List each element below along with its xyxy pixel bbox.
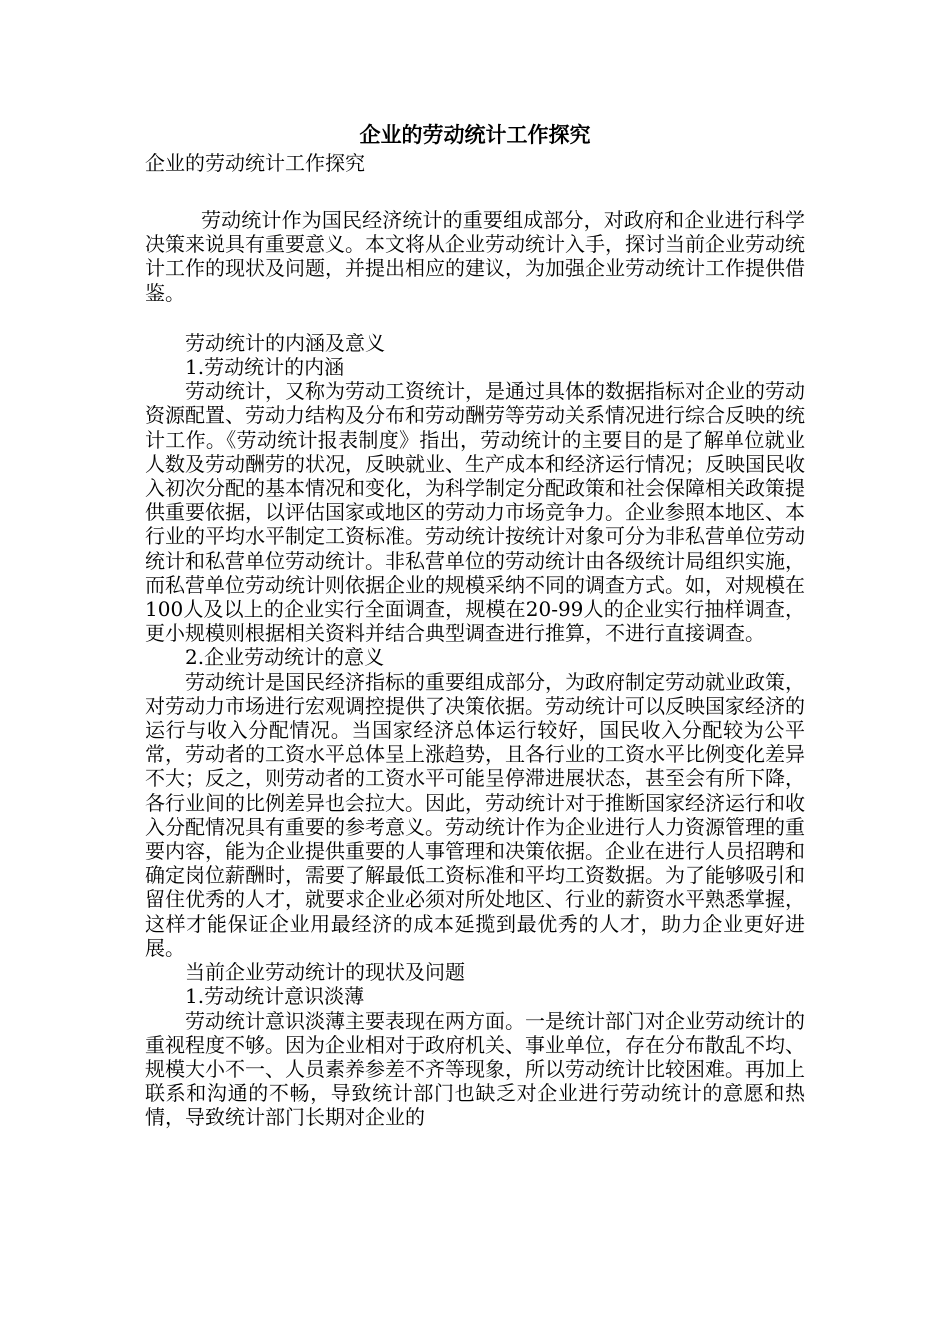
paragraph-awareness: 劳动统计意识淡薄主要表现在两方面。一是统计部门对企业劳动统计的重视程度不够。因为企业相对于政府机关、事业单位，存在分布散乱不均、规模大小不一、人员素养参差不齐等现象，所以劳动统计比较困难。再加上联系和沟通的不畅，导致统计部门也缺乏对企业进行劳动统计的意愿和热情，导致统计部门长期对企业的 — [145, 1008, 805, 1130]
document-subtitle: 企业的劳动统计工作探究 — [145, 151, 365, 175]
blank-line — [145, 305, 805, 331]
section-heading-status: 当前企业劳动统计的现状及问题 — [185, 960, 465, 985]
blank-line — [145, 178, 805, 208]
intro-paragraph: 劳动统计作为国民经济统计的重要组成部分，对政府和企业进行科学决策来说具有重要意义。本文将从企业劳动统计入手，探讨当前企业劳动统计工作的现状及问题，并提出相应的建议，为加强企业劳动统计工作提供借鉴。 — [145, 208, 805, 305]
paragraph-connotation: 劳动统计，又称为劳动工资统计，是通过具体的数据指标对企业的劳动资源配置、劳动力结构及分布和劳动酬劳等劳动关系情况进行综合反映的统计工作。《劳动统计报表制度》指出，劳动统计的主要目的是了解单位就业人数及劳动酬劳的状况，反映就业、生产成本和经济运行情况；反映国民收入初次分配的基本情况和变化，为科学制定分配政策和社会保障相关政策提供重要依据，以评估国家或地区的劳动力市场竞争力。企业参照本地区、本行业的平均水平制定工资标准。劳动统计按统计对象可分为非私营单位劳动统计和私营单位劳动统计。非私营单位的劳动统计由各级统计局组织实施，而私营单位劳动统计则依据企业的规模采纳不同的调查方式。如，对规模在100人及以上的企业实行全面调查，规模在20-99人的企业实行抽样调查，更小规模则根据相关资料并结合典型调查进行推算，不进行直接调查。 — [145, 379, 805, 646]
subsection-heading-awareness: 1.劳动统计意识淡薄 — [185, 984, 365, 1009]
paragraph-significance: 劳动统计是国民经济指标的重要组成部分，为政府制定劳动就业政策，对劳动力市场进行宏观调控提供了决策依据。劳动统计可以反映国家经济的运行与收入分配情况。当国家经济总体运行较好，国民收入分配较为公平常，劳动者的工资水平总体呈上涨趋势，且各行业的工资水平比例变化差异不大；反之，则劳动者的工资水平可能呈停滞进展状态，甚至会有所下降，各行业间的比例差异也会拉大。因此，劳动统计对于推断国家经济运行和收入分配情况具有重要的参考意义。劳动统计作为企业进行人力资源管理的重要内容，能为企业提供重要的人事管理和决策依据。企业在进行人员招聘和确定岗位薪酬时，需要了解最低工资标准和平均工资数据。为了能够吸引和留住优秀的人才，就要求企业必须对所处地区、行业的薪资水平熟悉掌握，这样才能保证企业用最经济的成本延揽到最优秀的人才，助力企业更好进展。 — [145, 669, 805, 960]
document-title: 企业的劳动统计工作探究 — [359, 122, 591, 147]
subsection-heading-connotation: 1.劳动统计的内涵 — [185, 355, 345, 380]
subsection-heading-significance: 2.企业劳动统计的意义 — [185, 645, 385, 670]
section-heading-connotation: 劳动统计的内涵及意义 — [185, 330, 385, 355]
document-page — [145, 120, 805, 1130]
